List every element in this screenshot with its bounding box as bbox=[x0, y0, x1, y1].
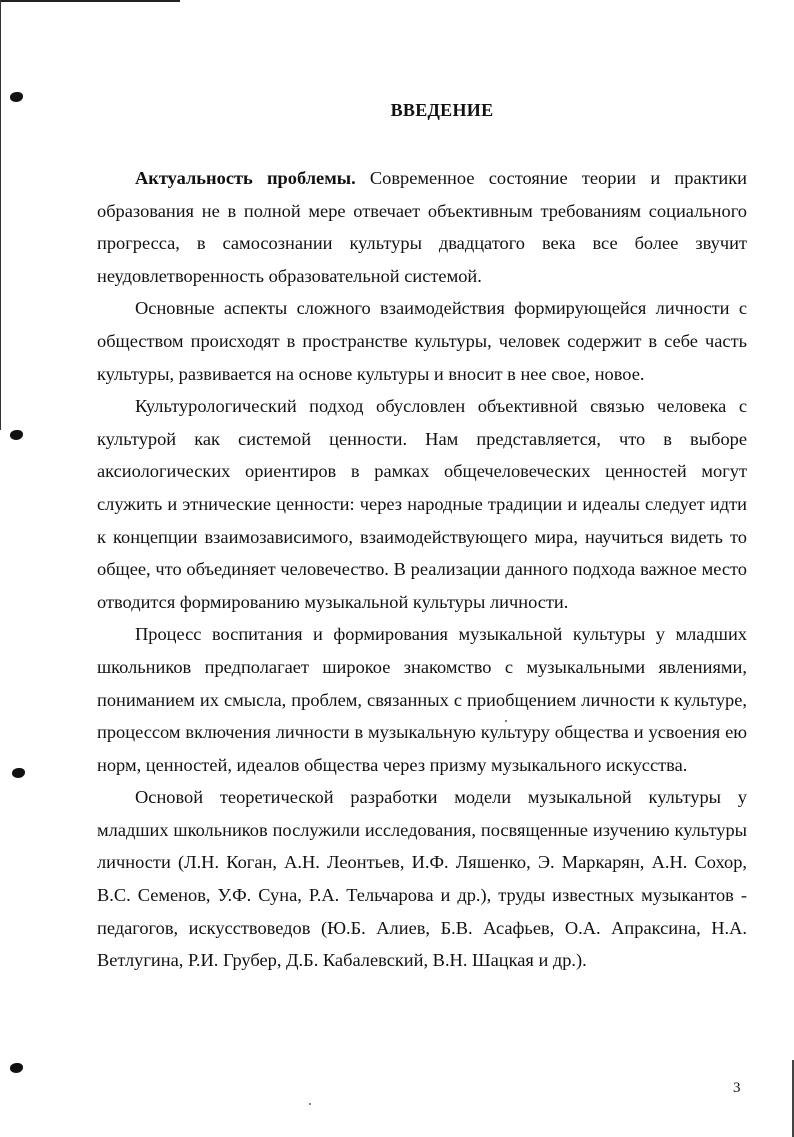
body-text bbox=[97, 162, 747, 977]
paragraph-relevance bbox=[97, 162, 747, 292]
binding-hole-mark bbox=[12, 768, 25, 778]
paragraph-education-process: Процесс воспитания и формирования музыкальной культуры у младших школьников предполагает широкое знакомство с музыкальными явлениями, пониманием их смысла, проблем, связанных с приобщением личности к культуре, процессом включения личности в музыкальную культуру общества и усвоения ею норм, ценностей, идеалов общества через призму музыкального искусства. bbox=[97, 624, 747, 775]
page-title: ВВЕДЕНИЕ bbox=[390, 100, 494, 120]
paragraph-aspects: Основные аспекты сложного взаимодействия формирующейся личности с обществом происходят в пространстве культуры, человек содержит в себе часть культуры, развивается на основе культуры и вносит в нее свое, новое. bbox=[97, 298, 747, 384]
paragraph-culturological-approach: Культурологический подход обусловлен объективной связью человека с культурой как системой ценности. Нам представляется, что в выборе аксиологических ориентиров в рамках общечеловеческих ценностей могут служить и этнические ценности: через народные традиции и идеалы следует идти к концепции взаимозависимого, взаимодействующего мира, научиться видеть то общее, что объединяет человечество. В реализации данного подхода важное место отводится формированию музыкальной культуры личности. bbox=[97, 396, 747, 612]
scan-top-edge bbox=[0, 0, 180, 2]
binding-hole-mark bbox=[10, 430, 23, 440]
paragraph-text: Современное состояние теории и практики образования не в полной мере отвечает объективным требованиям социального прогресса, в самосознании культуры двадцатого века все более звучит неудовлетворенность образовательной системой. bbox=[97, 168, 747, 286]
scan-speck bbox=[309, 1103, 311, 1105]
page-number: 3 bbox=[733, 1080, 741, 1096]
paragraph-theoretical-basis: Основой теоретической разработки модели музыкальной культуры у младших школьников послужили исследования, посвященные изучению культуры личности (Л.Н. Коган, А.Н. Леонтьев, И.Ф. Ляшенко, Э. Маркарян, А.Н. Сохор, В.С. Семенов, У.Ф. Суна, Р.А. Тельчарова и др.), труды известных музыкантов - педагогов, искусствоведов (Ю.Б. Алиев, Б.В. Асафьев, О.А. Апраксина, Н.А. Ветлугина, Р.И. Грубер, Д.Б. Кабалевский, В.Н. Шацкая и др.). bbox=[97, 787, 747, 971]
scan-left-edge bbox=[0, 0, 1, 430]
paragraph-lead: Актуальность проблемы. bbox=[135, 168, 356, 188]
binding-hole-mark bbox=[10, 1063, 23, 1073]
